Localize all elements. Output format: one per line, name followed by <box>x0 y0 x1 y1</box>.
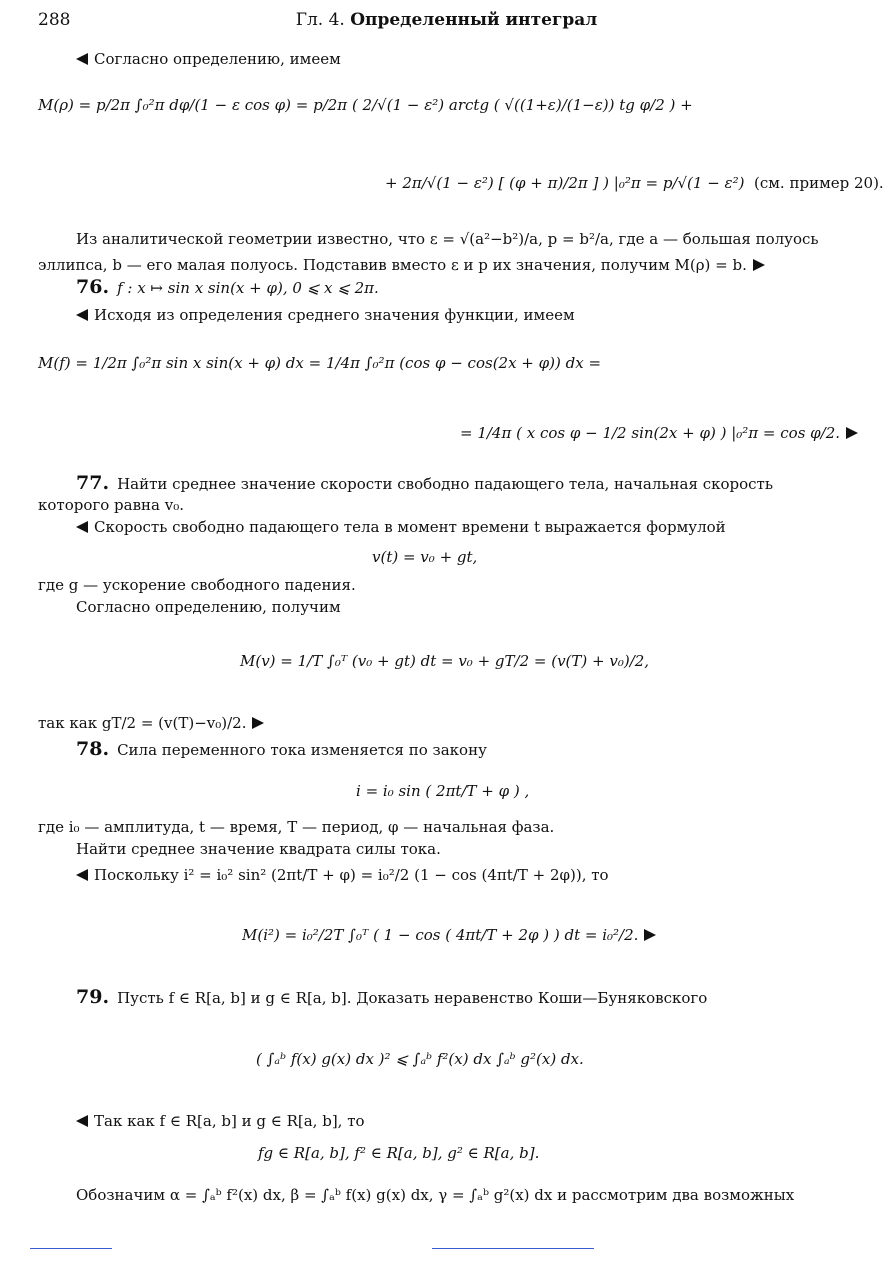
proof-start-icon <box>76 521 88 533</box>
problem-number: 76. <box>76 276 110 298</box>
proof-end-icon <box>753 259 765 271</box>
page-number: 288 <box>38 10 71 30</box>
text-line: Согласно определению, получим <box>76 598 341 616</box>
footer-link-line <box>30 1248 112 1249</box>
formula-mean-v: M(v) = 1/T ∫₀ᵀ (v₀ + gt) dt = v₀ + gT/2 = (v(T) + v₀)/2, <box>240 652 650 670</box>
proof-end-icon <box>644 929 656 941</box>
formula-cauchy-bunyakovsky: ( ∫ₐᵇ f(x) g(x) dx )² ⩽ ∫ₐᵇ f²(x) dx ∫ₐᵇ g²(x) dx. <box>256 1050 584 1068</box>
proof-end-icon <box>252 717 264 729</box>
proof-start-icon <box>76 53 88 65</box>
text-line: Исходя из определения среднего значения функции, имеем <box>76 306 575 324</box>
problem-79: 79. Пусть f ∈ R[a, b] и g ∈ R[a, b]. Доказать неравенство Коши—Буняковского <box>76 986 708 1008</box>
proof-end-icon <box>846 427 858 439</box>
text-line: Скорость свободно падающего тела в момент времени t выражается формулой <box>76 518 726 536</box>
problem-number: 79. <box>76 986 110 1008</box>
proof-start-icon <box>76 309 88 321</box>
problem-78: 78. Сила переменного тока изменяется по закону <box>76 738 487 760</box>
formula-velocity: v(t) = v₀ + gt, <box>372 548 478 566</box>
text-line: эллипса, b — его малая полуось. Подставив вместо ε и p их значения, получим M(ρ) = b. <box>38 256 765 274</box>
formula-mean-rho-2: + 2π/√(1 − ε²) [ (φ + π)/2π ] ) |₀²π = p/√(1 − ε²) (см. пример 20). <box>385 174 884 192</box>
text-line: так как gT/2 = (v(T)−v₀)/2. <box>38 714 264 732</box>
text-line: которого равна v₀. <box>38 496 184 514</box>
formula-mean-f-1: M(f) = 1/2π ∫₀²π sin x sin(x + φ) dx = 1/4π ∫₀²π (cos φ − cos(2x + φ)) dx = <box>38 354 602 372</box>
text-line: Согласно определению, имеем <box>76 50 341 68</box>
formula-mean-rho-1: M(ρ) = p/2π ∫₀²π dφ/(1 − ε cos φ) = p/2π ( 2/√(1 − ε²) arctg ( √((1+ε)/(1−ε)) tg φ/2 ) + <box>38 96 693 114</box>
formula-mean-f-2: = 1/4π ( x cos φ − 1/2 sin(2x + φ) ) |₀²π = cos φ/2. <box>460 424 858 442</box>
text-line: где i₀ — амплитуда, t — время, T — период, φ — начальная фаза. <box>38 818 555 836</box>
formula-integrability: fg ∈ R[a, b], f² ∈ R[a, b], g² ∈ R[a, b]. <box>258 1144 540 1162</box>
formula-current: i = i₀ sin ( 2πt/T + φ ) , <box>356 782 530 800</box>
footer-link-line <box>432 1248 594 1249</box>
problem-number: 77. <box>76 472 110 494</box>
text-line: Найти среднее значение квадрата силы тока. <box>76 840 441 858</box>
text-line: Поскольку i² = i₀² sin² (2πt/T + φ) = i₀²/2 (1 − cos (4πt/T + 2φ)), то <box>76 866 609 884</box>
chapter-title: Определенный интеграл <box>350 10 598 30</box>
problem-77: 77. Найти среднее значение скорости свободно падающего тела, начальная скорость <box>76 472 774 494</box>
text-line: Обозначим α = ∫ₐᵇ f²(x) dx, β = ∫ₐᵇ f(x) g(x) dx, γ = ∫ₐᵇ g²(x) dx и рассмотрим два возможных <box>76 1186 795 1204</box>
proof-start-icon <box>76 869 88 881</box>
page-header <box>38 10 855 34</box>
chapter-label: Гл. 4. <box>295 10 345 30</box>
text-line: Так как f ∈ R[a, b] и g ∈ R[a, b], то <box>76 1112 365 1130</box>
running-title <box>38 10 855 30</box>
text-line: где g — ускорение свободного падения. <box>38 576 356 594</box>
formula-mean-i2: M(i²) = i₀²/2T ∫₀ᵀ ( 1 − cos ( 4πt/T + 2φ ) ) dt = i₀²/2. <box>242 926 656 944</box>
problem-number: 78. <box>76 738 110 760</box>
problem-76: 76. f : x ↦ sin x sin(x + φ), 0 ⩽ x ⩽ 2π. <box>76 276 379 298</box>
proof-start-icon <box>76 1115 88 1127</box>
text-line: Из аналитической геометрии известно, что ε = √(a²−b²)/a, p = b²/a, где a — большая полуось <box>76 230 819 248</box>
